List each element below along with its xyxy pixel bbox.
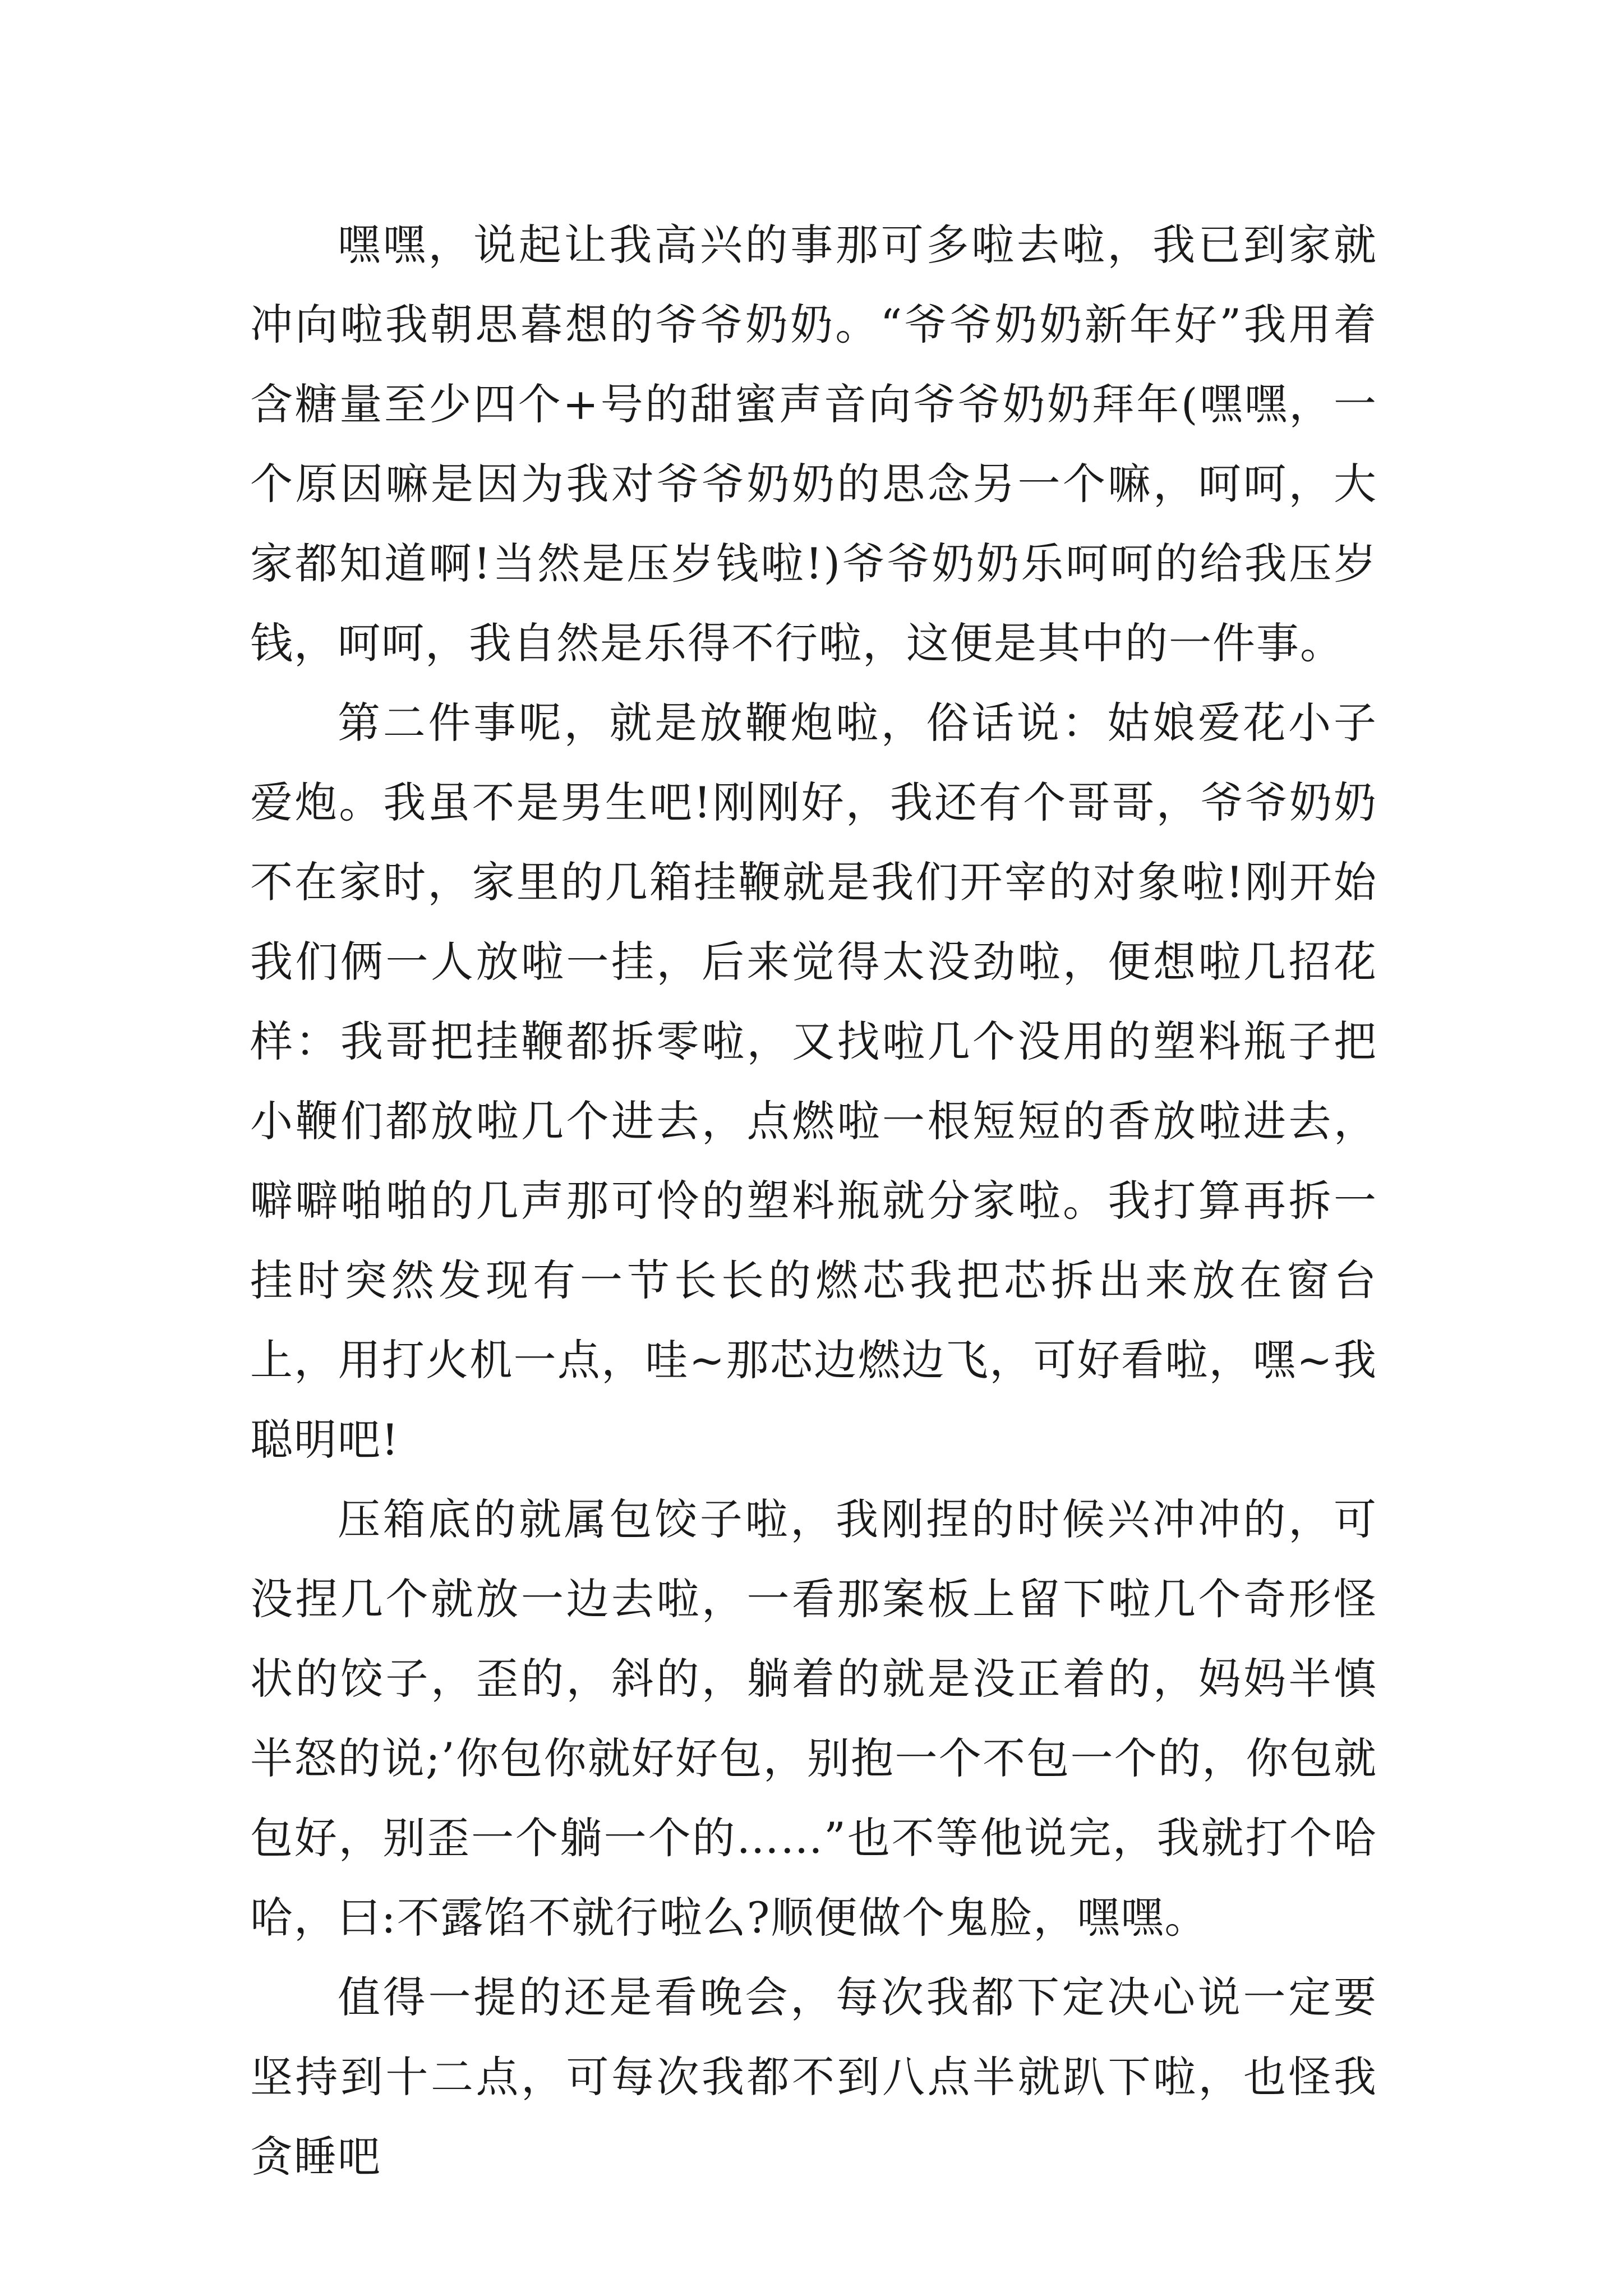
paragraph-3: 压箱底的就属包饺子啦，我刚捏的时候兴冲冲的，可没捏几个就放一边去啦，一看那案板上留下啦几个奇形怪状的饺子，歪的，斜的，躺着的就是没正着的，妈妈半慎半怒的说;’你包你就好好包，别抱一个不包一个的，你包就包好，别歪一个躺一个的……”也不等他说完，我就打个哈哈，曰:不露馅不就行啦么?顺便做个鬼脸，嘿嘿。 (250, 1494, 1377, 1943)
paragraph-1: 嘿嘿，说起让我高兴的事那可多啦去啦，我已到家就冲向啦我朝思暮想的爷爷奶奶。“爷爷奶奶新年好”我用着含糖量至少四个+号的甜蜜声音向爷爷奶奶拜年(嘿嘿，一个原因嘛是因为我对爷爷奶奶的思念另一个嘛，呵呵，大家都知道啊!当然是压岁钱啦!)爷爷奶奶乐呵呵的给我压岁钱，呵呵，我自然是乐得不行啦，这便是其中的一件事。 (250, 220, 1377, 668)
article-body (250, 205, 1377, 2197)
paragraph-4: 值得一提的还是看晚会，每次我都下定决心说一定要坚持到十二点，可每次我都不到八点半就趴下啦，也怪我贪睡吧 (250, 1972, 1377, 2182)
paragraph-2: 第二件事呢，就是放鞭炮啦，俗话说：姑娘爱花小子爱炮。我虽不是男生吧!刚刚好，我还有个哥哥，爷爷奶奶不在家时，家里的几箱挂鞭就是我们开宰的对象啦!刚开始我们俩一人放啦一挂，后来觉得太没劲啦，便想啦几招花样：我哥把挂鞭都拆零啦，又找啦几个没用的塑料瓶子把小鞭们都放啦几个进去，点燃啦一根短短的香放啦进去，噼噼啪啪的几声那可怜的塑料瓶就分家啦。我打算再拆一挂时突然发现有一节长长的燃芯我把芯拆出来放在窗台上，用打火机一点，哇~那芯边燃边飞，可好看啦，嘿~我聪明吧! (250, 698, 1377, 1465)
